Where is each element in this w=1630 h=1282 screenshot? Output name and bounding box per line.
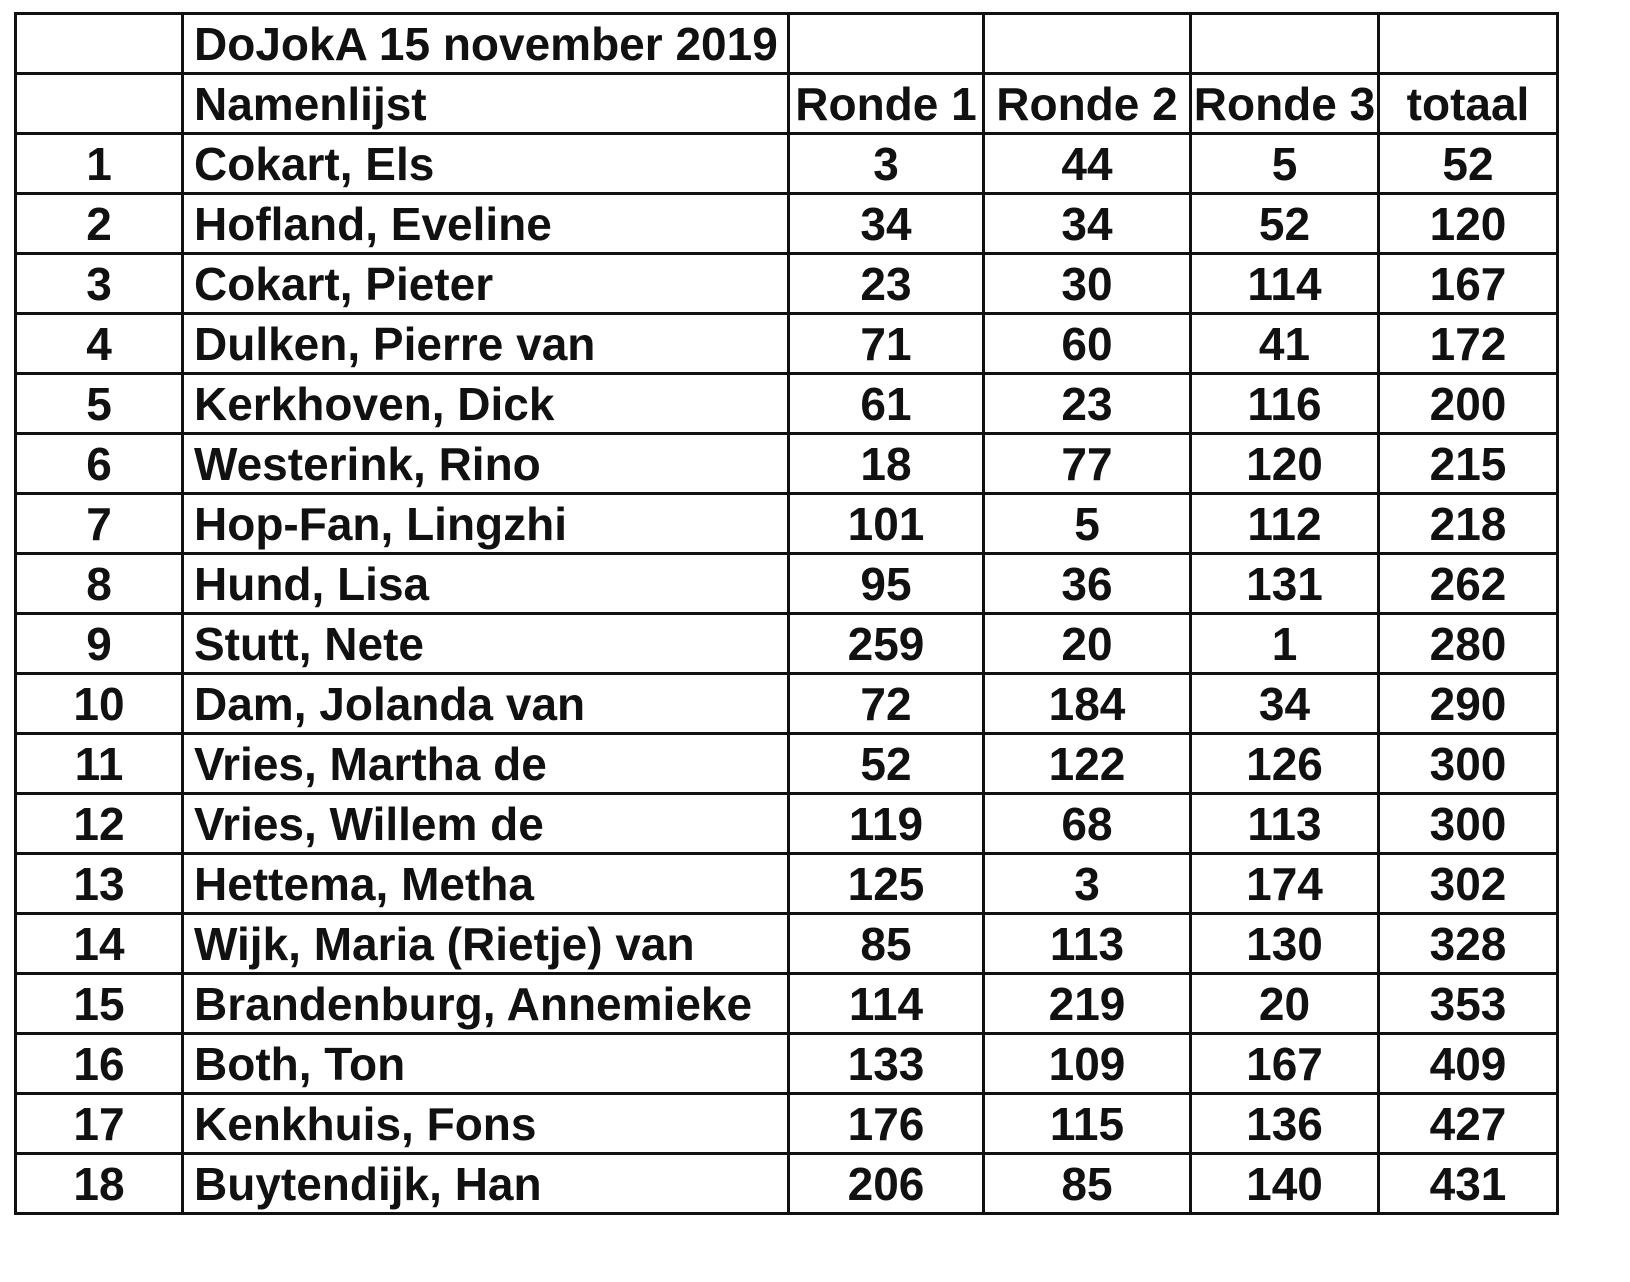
total-cell: 215: [1379, 434, 1558, 494]
name-cell: Wijk, Maria (Rietje) van: [183, 914, 789, 974]
table-row: [16, 794, 1558, 854]
round1-cell: 176: [789, 1094, 984, 1154]
round3-cell: 1: [1191, 614, 1379, 674]
round3-cell: 34: [1191, 674, 1379, 734]
round3-cell: 112: [1191, 494, 1379, 554]
total-cell: 167: [1379, 254, 1558, 314]
total-cell: 302: [1379, 854, 1558, 914]
total-cell: 218: [1379, 494, 1558, 554]
round2-cell: 3: [984, 854, 1191, 914]
round3-cell: 126: [1191, 734, 1379, 794]
name-cell: Kerkhoven, Dick: [183, 374, 789, 434]
rank-cell: 13: [16, 854, 183, 914]
rank-cell: 8: [16, 554, 183, 614]
title-blank-cell: [1379, 14, 1558, 74]
round1-cell: 125: [789, 854, 984, 914]
name-cell: Hund, Lisa: [183, 554, 789, 614]
name-cell: Dulken, Pierre van: [183, 314, 789, 374]
round2-cell: 68: [984, 794, 1191, 854]
total-cell: 262: [1379, 554, 1558, 614]
round2-cell: 60: [984, 314, 1191, 374]
round2-cell: 184: [984, 674, 1191, 734]
total-cell: 52: [1379, 134, 1558, 194]
table-row: [16, 314, 1558, 374]
rank-cell: 15: [16, 974, 183, 1034]
name-cell: Both, Ton: [183, 1034, 789, 1094]
rank-cell: 14: [16, 914, 183, 974]
header-row: [16, 74, 1558, 134]
rank-cell: 4: [16, 314, 183, 374]
rank-cell: 12: [16, 794, 183, 854]
rank-cell: 10: [16, 674, 183, 734]
name-cell: Cokart, Els: [183, 134, 789, 194]
round3-cell: 20: [1191, 974, 1379, 1034]
header-round3: Ronde 3: [1191, 74, 1379, 134]
title-blank-cell: [16, 14, 183, 74]
rank-cell: 16: [16, 1034, 183, 1094]
round1-cell: 206: [789, 1154, 984, 1214]
total-cell: 328: [1379, 914, 1558, 974]
round3-cell: 120: [1191, 434, 1379, 494]
round1-cell: 119: [789, 794, 984, 854]
table-body: [16, 14, 1558, 1214]
total-cell: 200: [1379, 374, 1558, 434]
rank-cell: 18: [16, 1154, 183, 1214]
total-cell: 280: [1379, 614, 1558, 674]
rank-cell: 11: [16, 734, 183, 794]
round1-cell: 114: [789, 974, 984, 1034]
round3-cell: 167: [1191, 1034, 1379, 1094]
round1-cell: 259: [789, 614, 984, 674]
header-name: Namenlijst: [183, 74, 789, 134]
round2-cell: 77: [984, 434, 1191, 494]
total-cell: 120: [1379, 194, 1558, 254]
table-row: [16, 1034, 1558, 1094]
round1-cell: 23: [789, 254, 984, 314]
round3-cell: 113: [1191, 794, 1379, 854]
table-row: [16, 254, 1558, 314]
table-row: [16, 494, 1558, 554]
round2-cell: 115: [984, 1094, 1191, 1154]
round2-cell: 36: [984, 554, 1191, 614]
round3-cell: 5: [1191, 134, 1379, 194]
round3-cell: 114: [1191, 254, 1379, 314]
table-row: [16, 614, 1558, 674]
round2-cell: 5: [984, 494, 1191, 554]
round3-cell: 140: [1191, 1154, 1379, 1214]
round3-cell: 174: [1191, 854, 1379, 914]
name-cell: Vries, Martha de: [183, 734, 789, 794]
name-cell: Dam, Jolanda van: [183, 674, 789, 734]
total-cell: 353: [1379, 974, 1558, 1034]
round3-cell: 41: [1191, 314, 1379, 374]
rank-cell: 1: [16, 134, 183, 194]
name-cell: Vries, Willem de: [183, 794, 789, 854]
round3-cell: 136: [1191, 1094, 1379, 1154]
table-row: [16, 1094, 1558, 1154]
round1-cell: 18: [789, 434, 984, 494]
round2-cell: 109: [984, 1034, 1191, 1094]
round3-cell: 131: [1191, 554, 1379, 614]
total-cell: 290: [1379, 674, 1558, 734]
round3-cell: 52: [1191, 194, 1379, 254]
round3-cell: 130: [1191, 914, 1379, 974]
round2-cell: 113: [984, 914, 1191, 974]
round1-cell: 71: [789, 314, 984, 374]
header-round2: Ronde 2: [984, 74, 1191, 134]
rank-cell: 9: [16, 614, 183, 674]
name-cell: Kenkhuis, Fons: [183, 1094, 789, 1154]
round2-cell: 23: [984, 374, 1191, 434]
header-round1: Ronde 1: [789, 74, 984, 134]
name-cell: Westerink, Rino: [183, 434, 789, 494]
table-row: [16, 374, 1558, 434]
round1-cell: 85: [789, 914, 984, 974]
header-total: totaal: [1379, 74, 1558, 134]
title-blank-cell: [984, 14, 1191, 74]
name-cell: Cokart, Pieter: [183, 254, 789, 314]
round1-cell: 61: [789, 374, 984, 434]
name-cell: Hettema, Metha: [183, 854, 789, 914]
table-row: [16, 134, 1558, 194]
table-row: [16, 674, 1558, 734]
rank-cell: 2: [16, 194, 183, 254]
table-row: [16, 1154, 1558, 1214]
round1-cell: 101: [789, 494, 984, 554]
total-cell: 300: [1379, 794, 1558, 854]
title-blank-cell: [789, 14, 984, 74]
round2-cell: 20: [984, 614, 1191, 674]
name-cell: Stutt, Nete: [183, 614, 789, 674]
title-blank-cell: [1191, 14, 1379, 74]
round1-cell: 95: [789, 554, 984, 614]
total-cell: 427: [1379, 1094, 1558, 1154]
title-row: [16, 14, 1558, 74]
round2-cell: 122: [984, 734, 1191, 794]
table-row: [16, 734, 1558, 794]
round3-cell: 116: [1191, 374, 1379, 434]
header-rank: [16, 74, 183, 134]
rank-cell: 7: [16, 494, 183, 554]
name-cell: Buytendijk, Han: [183, 1154, 789, 1214]
name-cell: Hop-Fan, Lingzhi: [183, 494, 789, 554]
total-cell: 300: [1379, 734, 1558, 794]
round1-cell: 3: [789, 134, 984, 194]
round1-cell: 34: [789, 194, 984, 254]
round1-cell: 133: [789, 1034, 984, 1094]
round2-cell: 44: [984, 134, 1191, 194]
rank-cell: 17: [16, 1094, 183, 1154]
round2-cell: 85: [984, 1154, 1191, 1214]
rank-cell: 6: [16, 434, 183, 494]
rank-cell: 5: [16, 374, 183, 434]
round2-cell: 34: [984, 194, 1191, 254]
table-row: [16, 554, 1558, 614]
name-cell: Hofland, Eveline: [183, 194, 789, 254]
score-table: [14, 12, 1559, 1215]
round2-cell: 219: [984, 974, 1191, 1034]
name-cell: Brandenburg, Annemieke: [183, 974, 789, 1034]
table-title: DoJokA 15 november 2019: [183, 14, 789, 74]
rank-cell: 3: [16, 254, 183, 314]
table-row: [16, 974, 1558, 1034]
total-cell: 431: [1379, 1154, 1558, 1214]
table-row: [16, 914, 1558, 974]
round1-cell: 52: [789, 734, 984, 794]
table-row: [16, 854, 1558, 914]
total-cell: 409: [1379, 1034, 1558, 1094]
table-row: [16, 434, 1558, 494]
table-row: [16, 194, 1558, 254]
round2-cell: 30: [984, 254, 1191, 314]
total-cell: 172: [1379, 314, 1558, 374]
round1-cell: 72: [789, 674, 984, 734]
